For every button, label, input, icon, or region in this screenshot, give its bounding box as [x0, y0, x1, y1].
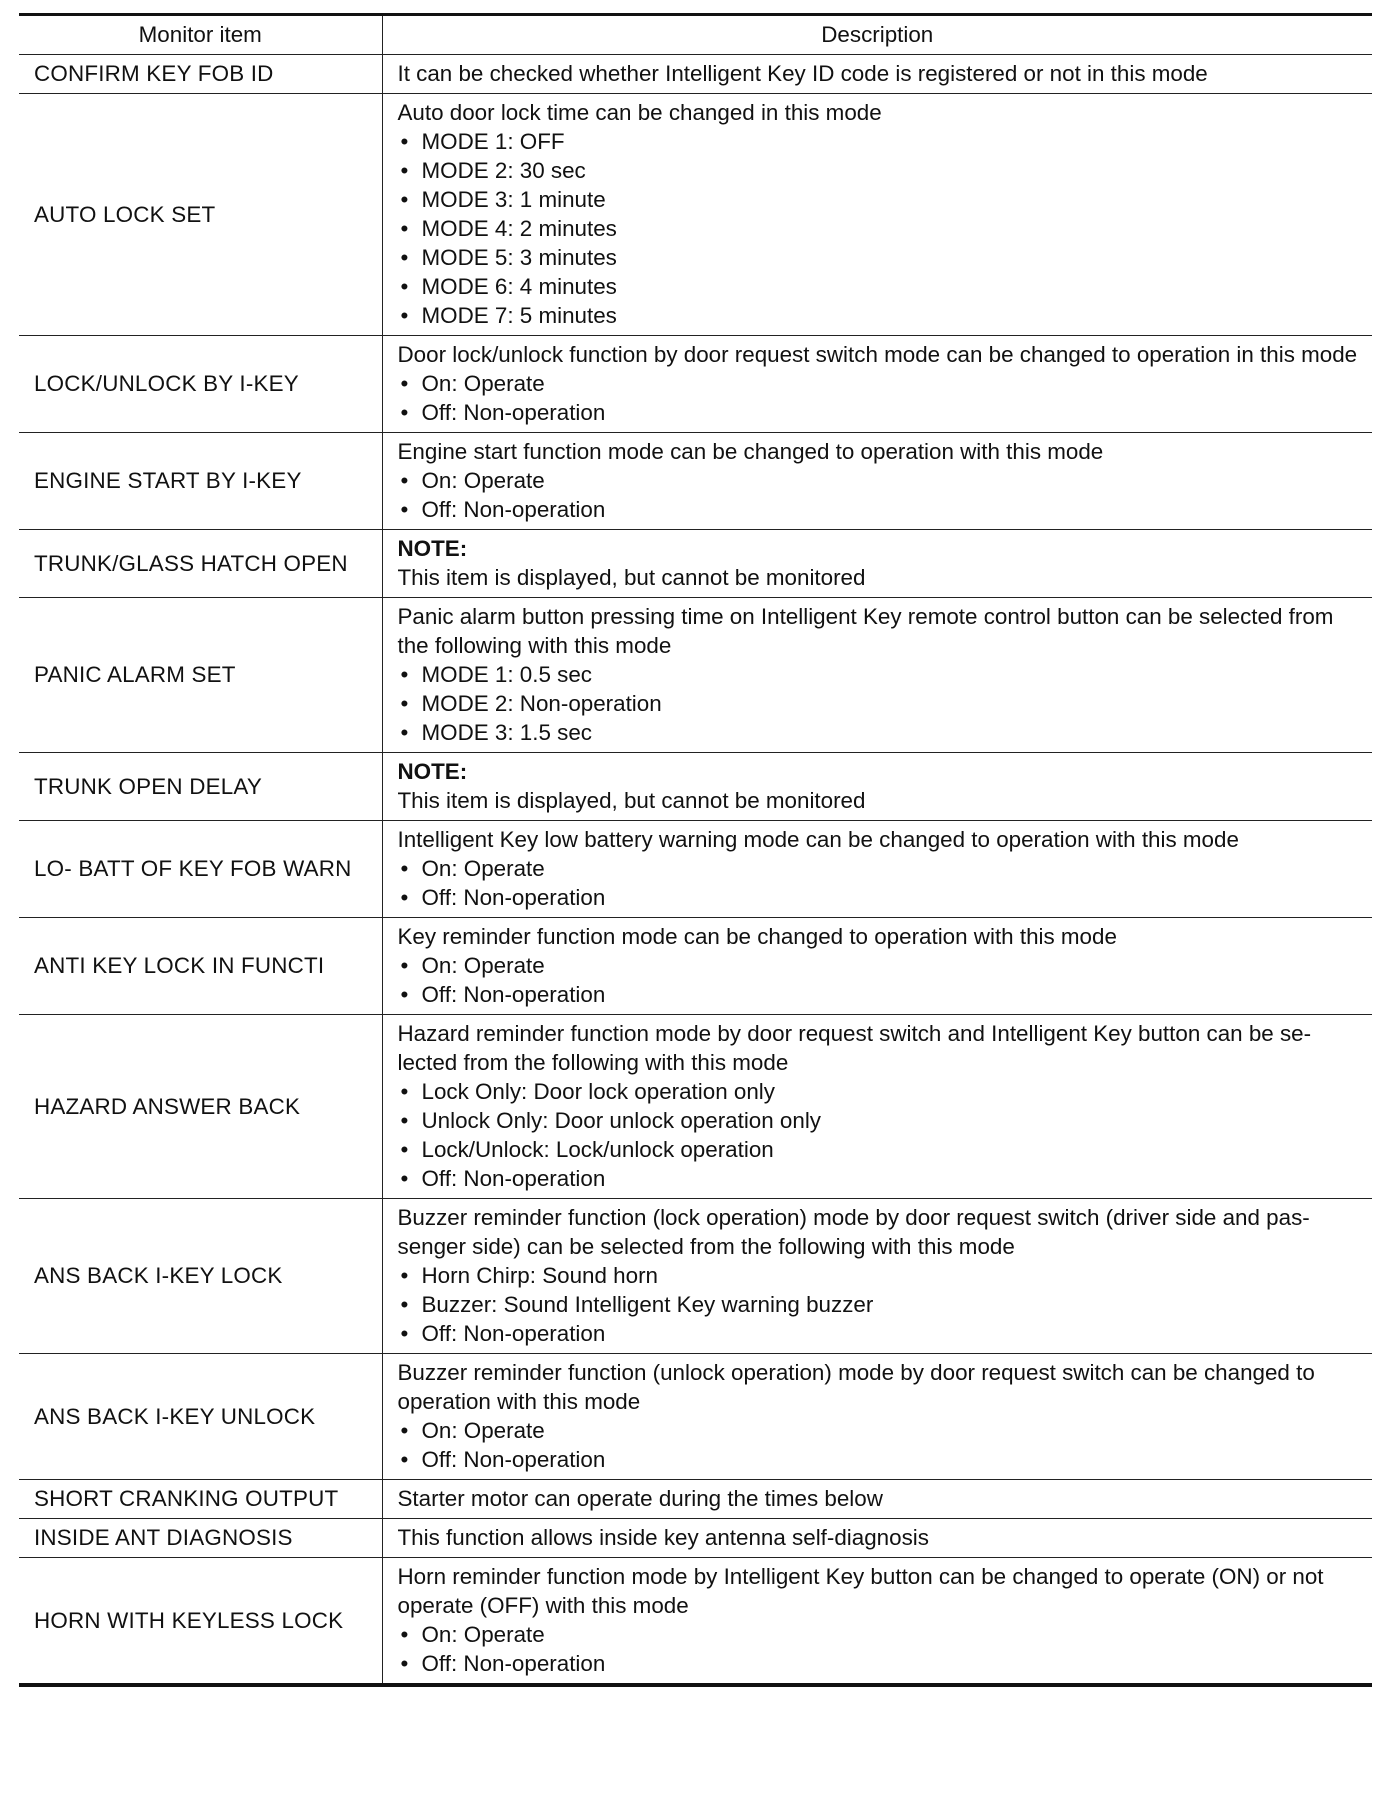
description-text: This item is displayed, but cannot be monitored	[397, 788, 866, 813]
bullet-icon: •	[400, 371, 409, 396]
option-text: MODE 2: Non-operation	[421, 691, 662, 716]
description-text: senger side) can be selected from the following with this mode	[397, 1234, 1015, 1259]
table-row	[19, 753, 1372, 821]
table-row	[19, 1558, 1372, 1684]
option-text: Horn Chirp: Sound horn	[421, 1263, 658, 1288]
bullet-icon: •	[400, 245, 409, 270]
table-row	[19, 1480, 1372, 1519]
monitor-item-cell: CONFIRM KEY FOB ID	[19, 55, 382, 94]
option-text: Off: Non-operation	[421, 1651, 606, 1676]
bullet-icon: •	[400, 400, 409, 425]
table-row	[19, 821, 1372, 918]
option-list-item	[398, 1319, 1361, 1348]
bullet-icon: •	[400, 1137, 409, 1162]
table-row	[19, 530, 1372, 598]
option-text: Off: Non-operation	[421, 982, 606, 1007]
table-row	[19, 1199, 1372, 1354]
option-list-item	[398, 718, 1361, 747]
monitor-item-cell: ANS BACK I-KEY UNLOCK	[19, 1354, 382, 1480]
option-text: On: Operate	[421, 953, 545, 978]
option-list-item	[398, 980, 1361, 1009]
table-body	[19, 55, 1372, 1684]
option-text: MODE 1: OFF	[421, 129, 565, 154]
description-cell	[382, 1354, 1372, 1480]
monitor-item-cell: ENGINE START BY I-KEY	[19, 433, 382, 530]
option-list-item	[398, 951, 1361, 980]
description-text: Engine start function mode can be changed to operation with this mode	[397, 439, 1104, 464]
option-list-item	[398, 214, 1361, 243]
option-text: Buzzer: Sound Intelligent Key warning buzzer	[421, 1292, 874, 1317]
option-text: Off: Non-operation	[421, 1447, 606, 1472]
monitor-item-cell: TRUNK OPEN DELAY	[19, 753, 382, 821]
description-text: This function allows inside key antenna self-diagnosis	[397, 1525, 929, 1550]
option-list-item	[398, 854, 1361, 883]
monitor-item-cell: ANTI KEY LOCK IN FUNCTI	[19, 918, 382, 1015]
bullet-icon: •	[400, 129, 409, 154]
bullet-icon: •	[400, 1622, 409, 1647]
option-list	[398, 466, 1361, 524]
monitor-item-table	[19, 16, 1372, 1683]
bullet-icon: •	[400, 274, 409, 299]
description-cell	[382, 336, 1372, 433]
monitor-item-cell: PANIC ALARM SET	[19, 598, 382, 753]
monitor-item-cell: SHORT CRANKING OUTPUT	[19, 1480, 382, 1519]
bullet-icon: •	[400, 720, 409, 745]
option-list-item	[398, 1290, 1361, 1319]
option-text: MODE 3: 1.5 sec	[421, 720, 592, 745]
option-list-item	[398, 156, 1361, 185]
option-text: Unlock Only: Door unlock operation only	[421, 1108, 822, 1133]
option-text: On: Operate	[421, 468, 545, 493]
bullet-icon: •	[400, 303, 409, 328]
description-text: Hazard reminder function mode by door request switch and Intelligent Key button can be se-	[397, 1021, 1312, 1046]
option-text: Lock Only: Door lock operation only	[421, 1079, 775, 1104]
bullet-icon: •	[400, 953, 409, 978]
table-row	[19, 918, 1372, 1015]
bullet-icon: •	[400, 1108, 409, 1133]
option-text: Off: Non-operation	[421, 1321, 606, 1346]
option-text: Off: Non-operation	[421, 497, 606, 522]
description-text: Key reminder function mode can be changed to operation with this mode	[397, 924, 1117, 949]
monitor-item-cell: AUTO LOCK SET	[19, 94, 382, 336]
bullet-icon: •	[400, 158, 409, 183]
description-text: Door lock/unlock function by door request switch mode can be changed to operation in this mode	[397, 342, 1358, 367]
option-list	[398, 127, 1361, 330]
option-list-item	[398, 883, 1361, 912]
option-list-item	[398, 301, 1361, 330]
description-text: This item is displayed, but cannot be monitored	[397, 565, 866, 590]
bullet-icon: •	[400, 187, 409, 212]
description-cell	[382, 530, 1372, 598]
description-text: Intelligent Key low battery warning mode can be changed to operation with this mode	[397, 827, 1239, 852]
monitor-item-cell: HAZARD ANSWER BACK	[19, 1015, 382, 1199]
option-text: MODE 7: 5 minutes	[421, 303, 617, 328]
table-row	[19, 1519, 1372, 1558]
option-text: Lock/Unlock: Lock/unlock operation	[421, 1137, 774, 1162]
table-row	[19, 336, 1372, 433]
bullet-icon: •	[400, 497, 409, 522]
description-text: Buzzer reminder function (unlock operation) mode by door request switch can be changed to operation with this mode	[397, 1360, 1315, 1414]
description-cell	[382, 433, 1372, 530]
bullet-icon: •	[400, 1079, 409, 1104]
monitor-item-cell: HORN WITH KEYLESS LOCK	[19, 1558, 382, 1684]
option-list-item	[398, 1106, 1361, 1135]
table-row	[19, 1354, 1372, 1480]
option-text: On: Operate	[421, 371, 545, 396]
bullet-icon: •	[400, 1292, 409, 1317]
option-list-item	[398, 243, 1361, 272]
note-label: NOTE:	[397, 536, 468, 561]
option-list-item	[398, 398, 1361, 427]
table-header-row	[19, 16, 1372, 55]
description-cell	[382, 1519, 1372, 1558]
option-list-item	[398, 495, 1361, 524]
option-list-item	[398, 660, 1361, 689]
description-text: Panic alarm button pressing time on Intelligent Key remote control button can be selected from the following with this mode	[397, 604, 1334, 658]
description-text: Starter motor can operate during the times below	[397, 1486, 883, 1511]
description-cell	[382, 55, 1372, 94]
bullet-icon: •	[400, 1263, 409, 1288]
option-text: Off: Non-operation	[421, 1166, 606, 1191]
description-text: lected from the following with this mode	[397, 1050, 789, 1075]
description-cell	[382, 1015, 1372, 1199]
option-list-item	[398, 369, 1361, 398]
option-list	[398, 1261, 1361, 1348]
option-list	[398, 369, 1361, 427]
option-text: Off: Non-operation	[421, 885, 606, 910]
monitor-item-cell: ANS BACK I-KEY LOCK	[19, 1199, 382, 1354]
bullet-icon: •	[400, 1447, 409, 1472]
description-cell	[382, 94, 1372, 336]
option-list-item	[398, 689, 1361, 718]
option-text: MODE 5: 3 minutes	[421, 245, 617, 270]
option-text: Off: Non-operation	[421, 400, 606, 425]
option-list-item	[398, 1649, 1361, 1678]
description-cell	[382, 753, 1372, 821]
description-cell	[382, 1558, 1372, 1684]
bullet-icon: •	[400, 856, 409, 881]
monitor-item-table-container	[19, 13, 1372, 1687]
bullet-icon: •	[400, 1166, 409, 1191]
table-row	[19, 598, 1372, 753]
table-row	[19, 433, 1372, 530]
description-text: It can be checked whether Intelligent Key ID code is registered or not in this mode	[397, 61, 1208, 86]
bullet-icon: •	[400, 468, 409, 493]
monitor-item-cell: LOCK/UNLOCK BY I-KEY	[19, 336, 382, 433]
description-cell	[382, 918, 1372, 1015]
option-list-item	[398, 1164, 1361, 1193]
bullet-icon: •	[400, 662, 409, 687]
option-text: On: Operate	[421, 1622, 545, 1647]
option-text: MODE 1: 0.5 sec	[421, 662, 592, 687]
note-label: NOTE:	[397, 759, 468, 784]
bullet-icon: •	[400, 691, 409, 716]
monitor-item-cell: LO- BATT OF KEY FOB WARN	[19, 821, 382, 918]
description-cell	[382, 821, 1372, 918]
description-cell	[382, 598, 1372, 753]
description-cell	[382, 1199, 1372, 1354]
column-header-monitor-item: Monitor item	[19, 16, 382, 55]
bullet-icon: •	[400, 1321, 409, 1346]
table-row	[19, 94, 1372, 336]
option-list-item	[398, 1445, 1361, 1474]
bullet-icon: •	[400, 885, 409, 910]
option-text: On: Operate	[421, 1418, 545, 1443]
option-list-item	[398, 1077, 1361, 1106]
bullet-icon: •	[400, 1418, 409, 1443]
option-list-item	[398, 272, 1361, 301]
option-text: MODE 4: 2 minutes	[421, 216, 617, 241]
option-list-item	[398, 185, 1361, 214]
monitor-item-cell: TRUNK/GLASS HATCH OPEN	[19, 530, 382, 598]
option-list-item	[398, 1261, 1361, 1290]
description-cell	[382, 1480, 1372, 1519]
option-text: MODE 3: 1 minute	[421, 187, 606, 212]
table-row	[19, 1015, 1372, 1199]
option-list-item	[398, 1135, 1361, 1164]
monitor-item-cell: INSIDE ANT DIAGNOSIS	[19, 1519, 382, 1558]
option-list	[398, 660, 1361, 747]
bullet-icon: •	[400, 982, 409, 1007]
column-header-description: Description	[382, 16, 1372, 55]
bullet-icon: •	[400, 1651, 409, 1676]
option-text: MODE 6: 4 minutes	[421, 274, 617, 299]
option-text: On: Operate	[421, 856, 545, 881]
option-text: MODE 2: 30 sec	[421, 158, 586, 183]
description-text: Horn reminder function mode by Intelligent Key button can be changed to operate (ON) or not operate (OFF) with this mode	[397, 1564, 1324, 1618]
option-list-item	[398, 1620, 1361, 1649]
bullet-icon: •	[400, 216, 409, 241]
option-list-item	[398, 466, 1361, 495]
option-list	[398, 1416, 1361, 1474]
option-list	[398, 1620, 1361, 1678]
option-list	[398, 951, 1361, 1009]
description-text: Auto door lock time can be changed in this mode	[397, 100, 882, 125]
option-list-item	[398, 127, 1361, 156]
option-list	[398, 854, 1361, 912]
table-row	[19, 55, 1372, 94]
option-list-item	[398, 1416, 1361, 1445]
option-list	[398, 1077, 1361, 1193]
description-text: Buzzer reminder function (lock operation) mode by door request switch (driver side and pas-	[397, 1205, 1310, 1230]
